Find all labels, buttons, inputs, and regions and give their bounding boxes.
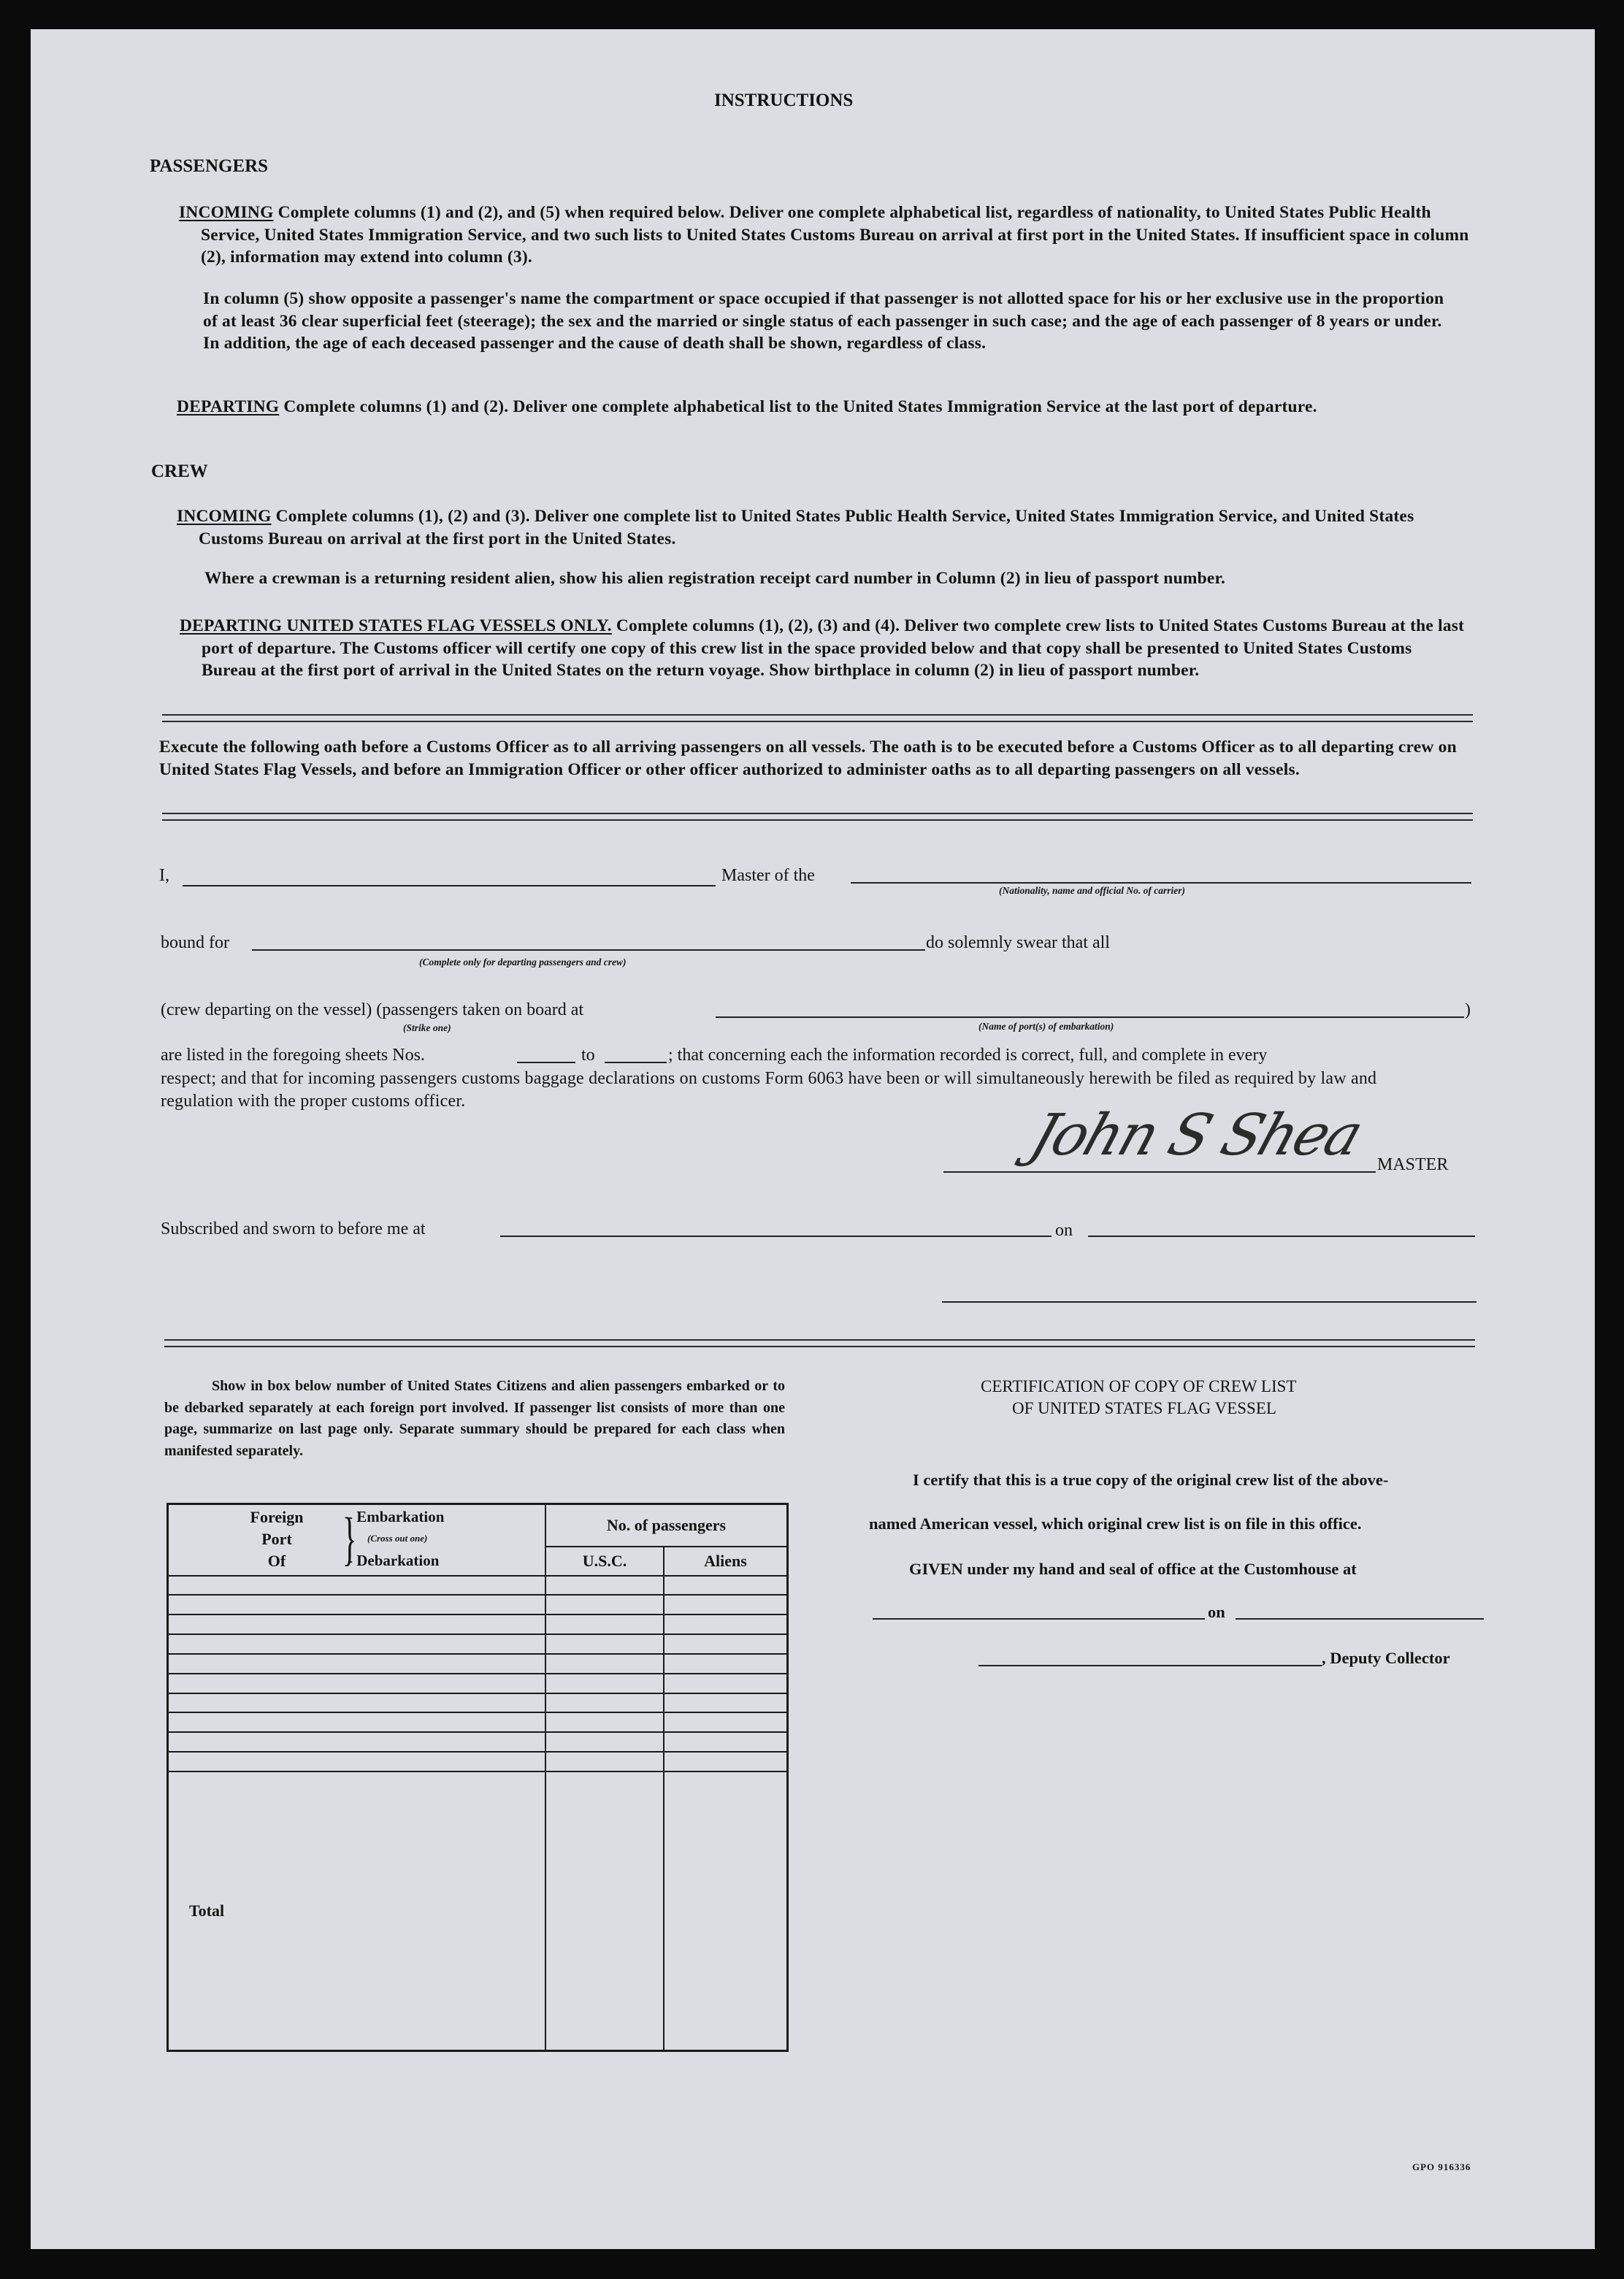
port-hint: (Name of port(s) of embarkation)	[978, 1021, 1114, 1032]
usc-cell[interactable]	[545, 1712, 664, 1732]
divider-bottom	[164, 1339, 1475, 1347]
officer-signature-field[interactable]	[942, 1301, 1476, 1303]
sheet-to-field[interactable]	[605, 1062, 667, 1063]
port-cell[interactable]	[168, 1595, 546, 1615]
passengers-departing-text: Complete columns (1) and (2). Deliver one complete alphabetical list to the United States Immigration Service at the last port of departure.	[283, 397, 1317, 416]
nationality-hint: (Nationality, name and official No. of carrier)	[999, 885, 1185, 896]
aliens-cell[interactable]	[664, 1732, 788, 1752]
total-usc-cell[interactable]	[545, 1772, 664, 2051]
passengers-incoming-text: Complete columns (1) and (2), and (5) when required below. Deliver one complete alphabetical list, regardless of nationality, to United States Public Health Service, United States Immigration Service, and two such lists to United States Customs Bureau on arrival at first port in the United States. If insufficient space in column (2), information may extend into column (3).	[201, 203, 1469, 267]
listed-rest: respect; and that for incoming passengers customs baggage declarations on customs Form 6063 have been or will simultaneously herewith be filed as required by law and regulation with the proper customs officer.	[161, 1069, 1377, 1111]
foreign-label: Foreign	[250, 1508, 304, 1526]
carrier-field[interactable]	[851, 882, 1471, 884]
certification-title-1: CERTIFICATION OF COPY OF CREW LIST	[981, 1377, 1297, 1395]
divider-top	[162, 714, 1473, 722]
usc-header: U.S.C.	[545, 1547, 664, 1576]
certification-title-2: OF UNITED STATES FLAG VESSEL	[1012, 1399, 1276, 1417]
aliens-cell[interactable]	[664, 1752, 788, 1772]
aliens-cell[interactable]	[664, 1615, 788, 1634]
subscribed-place-field[interactable]	[500, 1236, 1052, 1237]
passengers-departing-label: DEPARTING	[177, 397, 280, 416]
port-cell[interactable]	[168, 1615, 546, 1634]
close-paren: )	[1465, 1000, 1471, 1019]
crew-incoming-paragraph	[177, 505, 1473, 550]
usc-cell[interactable]	[545, 1674, 664, 1693]
master-of-the-label: Master of the	[721, 866, 815, 885]
departing-hint: (Complete only for departing passengers and crew)	[419, 957, 627, 968]
bound-for-field[interactable]	[252, 949, 925, 951]
port-cell[interactable]	[168, 1654, 546, 1674]
aliens-cell[interactable]	[664, 1595, 788, 1615]
usc-cell[interactable]	[545, 1595, 664, 1615]
certify-line-1: I certify that this is a true copy of the original crew list of the above-	[913, 1471, 1389, 1489]
crew-resident-paragraph: Where a crewman is a returning resident alien, show his alien registration receipt card number in Column (2) in lieu of passport number.	[204, 569, 1226, 588]
bound-for-label: bound for	[161, 933, 229, 952]
execute-oath-paragraph: Execute the following oath before a Customs Officer as to all arriving passengers on all vessels. The oath is to be executed before a Customs Officer as to all departing crew on United States Flag Vessels, and before an Immigration Officer or other officer authorized to administer oaths as to all departing passengers on all vessels.	[159, 738, 1457, 779]
i-label: I,	[159, 866, 169, 885]
master-label: MASTER	[1377, 1155, 1449, 1174]
deputy-collector-label: , Deputy Collector	[1322, 1649, 1450, 1667]
passengers-departing-paragraph	[177, 396, 1473, 418]
brace-icon: }	[342, 1505, 357, 1571]
sheet-from-field[interactable]	[517, 1062, 575, 1063]
usc-cell[interactable]	[545, 1634, 664, 1654]
passengers-incoming-label: INCOMING	[179, 203, 274, 222]
usc-cell[interactable]	[545, 1615, 664, 1634]
summary-intro: Show in box below number of United States Citizens and alien passengers embarked or to be debarked separately at each foreign port involved. If passenger list consists of more than one page, summarize on last page only. Separate summary should be prepared for each class when manifested separately.	[164, 1378, 785, 1459]
cross-out-hint: (Cross out one)	[367, 1533, 428, 1544]
usc-cell[interactable]	[545, 1732, 664, 1752]
crew-departing-oath-text: (crew departing on the vessel) (passengers taken on board at	[161, 1000, 584, 1019]
swear-text: do solemnly swear that all	[926, 933, 1110, 952]
listed-part2: ; that concerning each the information recorded is correct, full, and complete in every	[668, 1046, 1268, 1065]
certification-date-field[interactable]	[1236, 1618, 1484, 1620]
port-cell[interactable]	[168, 1674, 546, 1693]
master-signature-line	[943, 1171, 1376, 1173]
passenger-summary-table	[166, 1503, 789, 2052]
crew-departing-label: DEPARTING UNITED STATES FLAG VESSELS ONLY.	[180, 616, 612, 635]
total-label: Total	[168, 1772, 546, 2051]
passengers-heading: PASSENGERS	[150, 156, 269, 176]
passengers-incoming-paragraph	[179, 202, 1471, 269]
master-name-field[interactable]	[183, 885, 716, 886]
embarkation-label: - Embarkation	[348, 1508, 445, 1525]
no-of-passengers-header: No. of passengers	[545, 1504, 788, 1547]
subscribed-on-label: on	[1055, 1221, 1073, 1240]
divider-oath	[162, 813, 1473, 821]
usc-cell[interactable]	[545, 1752, 664, 1772]
certify-line-2: named American vessel, which original crew list is on file in this office.	[869, 1514, 1362, 1533]
debarkation-label: - Debarkation	[348, 1552, 440, 1569]
crew-departing-text: Complete columns (1), (2), (3) and (4). Deliver two complete crew lists to United States Customs Bureau at the last port of departure. The Customs officer will certify one copy of this crew list in the space provided below and that copy shall be presented to United States Customs Bureau at the first port of arrival in the United States on the return voyage. Show birthplace in column (2) in lieu of passport number.	[202, 616, 1465, 680]
deputy-collector-field[interactable]	[978, 1665, 1322, 1666]
aliens-cell[interactable]	[664, 1634, 788, 1654]
master-signature: John S Shea	[1022, 1103, 1369, 1168]
port-cell[interactable]	[168, 1752, 546, 1772]
aliens-cell[interactable]	[664, 1712, 788, 1732]
aliens-cell[interactable]	[664, 1693, 788, 1713]
strike-one-hint: (Strike one)	[403, 1022, 451, 1033]
subscribed-label: Subscribed and sworn to before me at	[161, 1219, 426, 1238]
customhouse-field[interactable]	[873, 1618, 1205, 1620]
listed-to: to	[581, 1046, 595, 1065]
crew-departing-paragraph	[180, 615, 1468, 682]
subscribed-date-field[interactable]	[1088, 1236, 1475, 1237]
of-label: Of	[267, 1552, 286, 1570]
passengers-column5-paragraph: In column (5) show opposite a passenger's name the compartment or space occupied if that passenger is not allotted space for his or her exclusive use in the proportion of at least 36 clear superficial feet (steerage); the sex and the married or single status of each passenger in such case; and the age of each passenger of 8 years or under. In addition, the age of each deceased passenger and the cause of death shall be shown, regardless of class.	[203, 289, 1444, 353]
crew-heading: CREW	[151, 461, 208, 481]
port-header-cell	[168, 1504, 546, 1576]
aliens-cell[interactable]	[664, 1674, 788, 1693]
crew-incoming-text: Complete columns (1), (2) and (3). Deliver one complete list to United States Public Health Service, United States Immigration Service, and United States Customs Bureau on arrival at the first port in the United States.	[199, 507, 1414, 548]
port-label: Port	[261, 1530, 292, 1548]
given-line: GIVEN under my hand and seal of office at the Customhouse at	[909, 1560, 1357, 1578]
port-cell[interactable]	[168, 1732, 546, 1752]
aliens-header: Aliens	[664, 1547, 788, 1576]
usc-cell[interactable]	[545, 1693, 664, 1713]
aliens-cell[interactable]	[664, 1654, 788, 1674]
port-cell[interactable]	[168, 1693, 546, 1713]
embarkation-port-field[interactable]	[716, 1016, 1464, 1018]
crew-incoming-label: INCOMING	[177, 507, 272, 526]
total-aliens-cell[interactable]	[664, 1772, 788, 2051]
listed-part1: are listed in the foregoing sheets Nos.	[161, 1046, 425, 1065]
aliens-cell[interactable]	[664, 1576, 788, 1596]
port-cell[interactable]	[168, 1576, 546, 1596]
port-cell[interactable]	[168, 1712, 546, 1732]
usc-cell[interactable]	[545, 1654, 664, 1674]
port-cell[interactable]	[168, 1634, 546, 1654]
instructions-title: INSTRUCTIONS	[714, 91, 854, 110]
gpo-code: GPO 916336	[1412, 2161, 1471, 2172]
certification-on-label: on	[1208, 1603, 1225, 1621]
usc-cell[interactable]	[545, 1576, 664, 1596]
